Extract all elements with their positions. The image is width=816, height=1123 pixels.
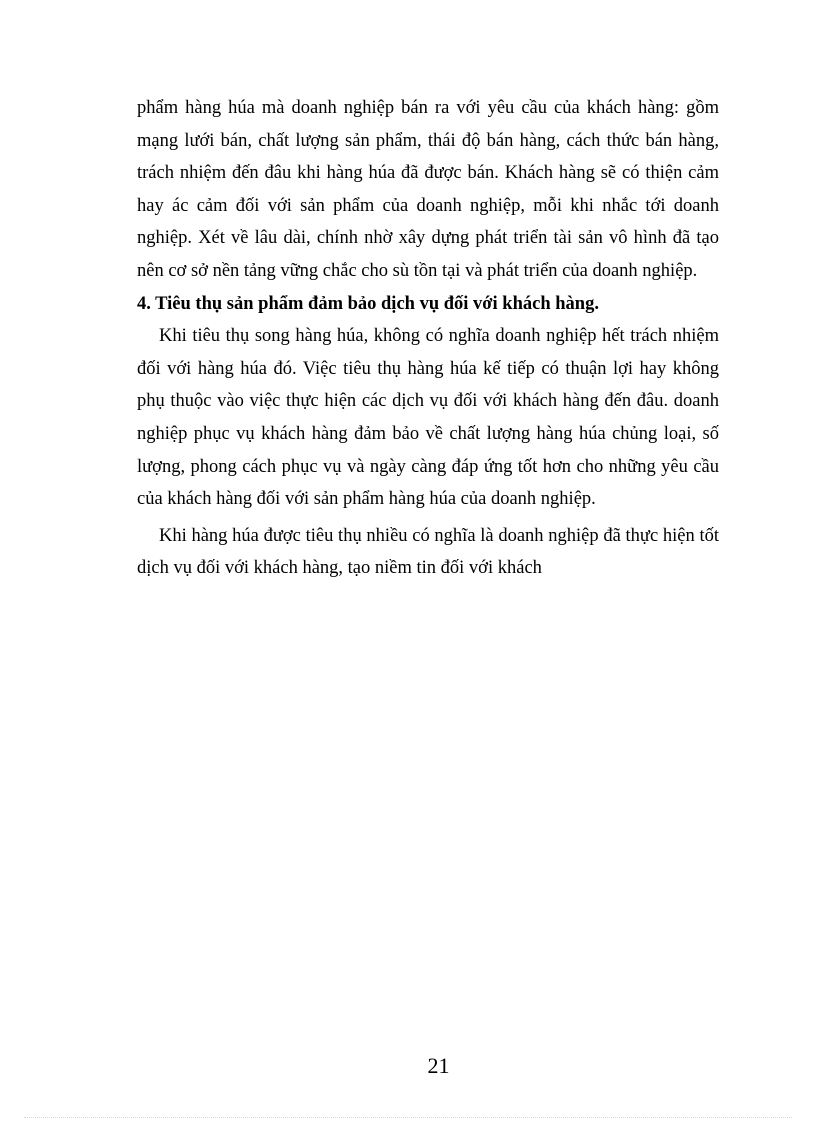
body-paragraph: phẩm hàng húa mà doanh nghiệp bán ra với yêu cầu của khách hàng: gồm mạng lưới bán, chất lượng sản phẩm, thái độ bán hàng, cách thức bán hàng, trách nhiệm đến đâu khi hàng húa đã được bán. Khách hàng sẽ có thiện cảm hay ác cảm đối với sản phẩm của doanh nghiệp, mỗi khi nhắc tới doanh nghiệp. Xét về lâu dài, chính nhờ xây dựng phát triển tài sản vô hình đã tạo nên cơ sở nền tảng vững chắc cho sù tồn tại và phát triển của doanh nghiệp. xyxy=(137,98,719,281)
page-number: 21 xyxy=(427,1053,450,1078)
section-heading: 4. Tiêu thụ sản phẩm đảm bảo dịch vụ đối với khách hàng. xyxy=(137,293,599,314)
body-paragraph: Khi tiêu thụ song hàng húa, không có nghĩa doanh nghiệp hết trách nhiệm đối với hàng húa đó. Việc tiêu thụ hàng húa kế tiếp có thuận lợi hay không phụ thuộc vào việc thực hiện các dịch vụ đối với khách hàng đến đâu. doanh nghiệp phục vụ khách hàng đảm bảo về chất lượng hàng húa chủng loại, số lượng, phong cách phục vụ và ngày càng đáp ứng tốt hơn cho những yêu cầu của khách hàng đối với sản phẩm hàng húa của doanh nghiệp. xyxy=(137,326,719,510)
body-paragraph: Khi hàng húa được tiêu thụ nhiều có nghĩa là doanh nghiệp đã thực hiện tốt dịch vụ đối với khách hàng, tạo niềm tin đối với khách xyxy=(137,525,719,579)
page-bottom-divider xyxy=(24,1117,792,1118)
page-body xyxy=(137,92,719,585)
